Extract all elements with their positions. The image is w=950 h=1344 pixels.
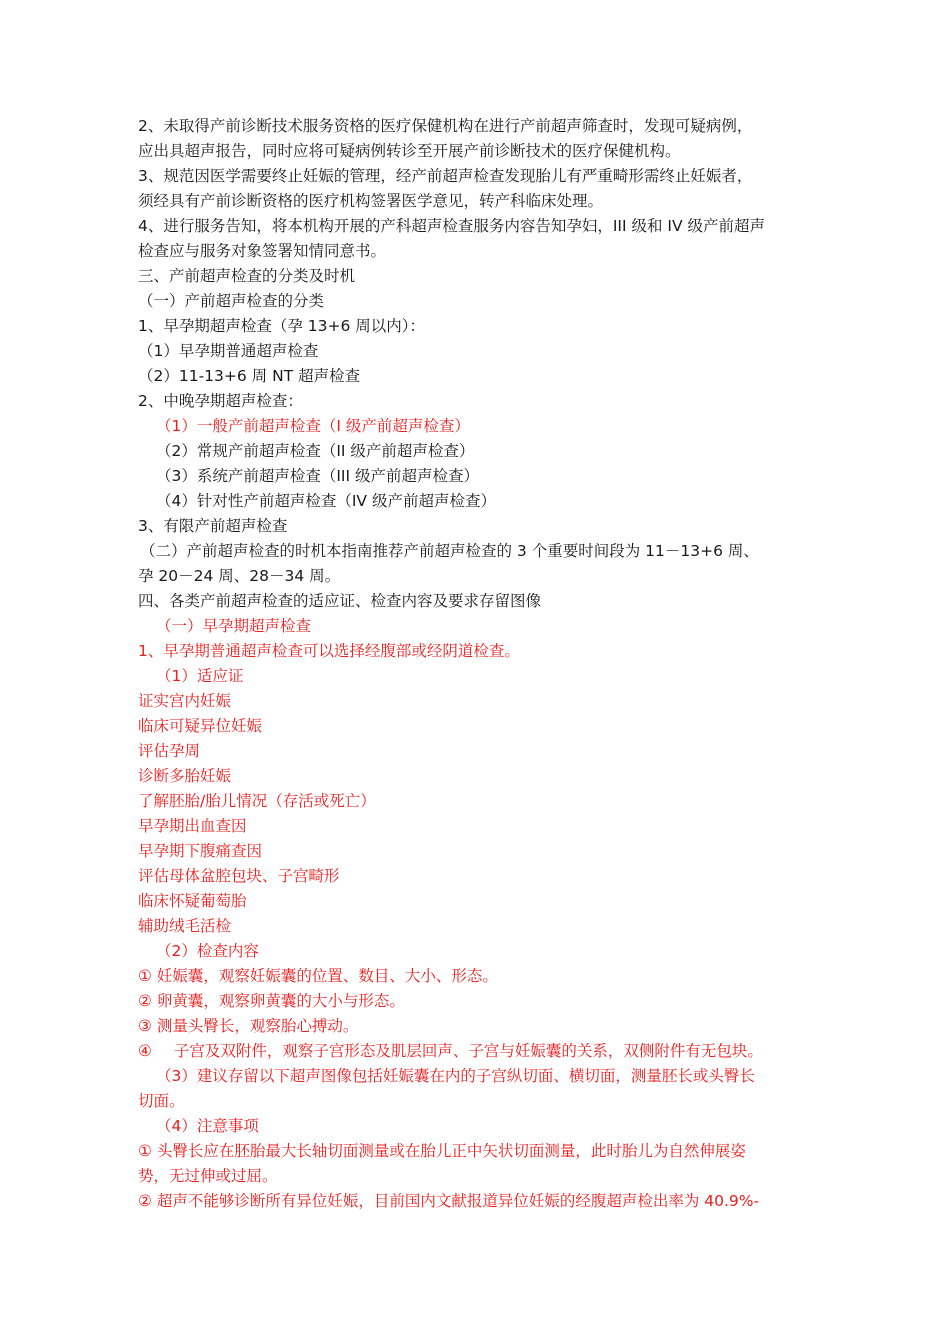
paragraph-line: （3）建议存留以下超声图像包括妊娠囊在内的子宫纵切面、横切面，测量胚长或头臀长 — [156, 1067, 755, 1085]
list-item: 2、中晚孕期超声检查： — [138, 392, 303, 410]
list-item: 3、有限产前超声检查 — [138, 517, 288, 535]
list-heading: （1）适应证 — [156, 667, 244, 685]
list-item: （2）11-13+6 周 NT 超声检查 — [138, 367, 361, 385]
list-item: ② 卵黄囊，观察卵黄囊的大小与形态。 — [138, 992, 405, 1010]
list-item: 评估孕周 — [138, 742, 201, 760]
paragraph-line: 3、规范因医学需要终止妊娠的管理，经产前超声检查发现胎儿有严重畸形需终止妊娠者， — [138, 167, 753, 185]
list-item: 临床可疑异位妊娠 — [138, 717, 263, 735]
list-item: 诊断多胎妊娠 — [138, 767, 232, 785]
paragraph-line: 4、进行服务告知，将本机构开展的产科超声检查服务内容告知孕妇，III 级和 IV 级产前超声 — [138, 217, 766, 235]
paragraph-line: 2、未取得产前诊断技术服务资格的医疗保健机构在进行产前超声筛查时，发现可疑病例， — [138, 117, 753, 135]
paragraph-line: 应出具超声报告，同时应将可疑病例转诊至开展产前诊断技术的医疗保健机构。 — [138, 142, 681, 160]
list-item: 早孕期出血查因 — [138, 817, 247, 835]
list-item: （4）针对性产前超声检查（IV 级产前超声检查） — [156, 492, 496, 510]
list-item: ① 妊娠囊，观察妊娠囊的位置、数目、大小、形态。 — [138, 967, 498, 985]
list-item — [138, 1039, 818, 1064]
list-item: 势，无过伸或过屈。 — [138, 1167, 278, 1185]
list-item: 评估母体盆腔包块、子宫畸形 — [138, 867, 340, 885]
list-marker: ④ — [138, 1042, 152, 1060]
subsection-heading: （一）早孕期超声检查 — [156, 617, 312, 635]
list-item: ① 头臀长应在胚胎最大长轴切面测量或在胎儿正中矢状切面测量，此时胎儿为自然伸展姿 — [138, 1142, 746, 1160]
paragraph-line: 须经具有产前诊断资格的医疗机构签署医学意见，转产科临床处理。 — [138, 192, 604, 210]
list-heading: （4）注意事项 — [156, 1117, 259, 1135]
list-item: 辅助绒毛活检 — [138, 917, 232, 935]
paragraph-line: （二）产前超声检查的时机本指南推荐产前超声检查的 3 个重要时间段为 11－13+6 周、 — [140, 542, 759, 560]
paragraph-line: 切面。 — [138, 1092, 185, 1110]
list-item: 了解胚胎/胎儿情况（存活或死亡） — [138, 792, 376, 810]
section-heading: 三、产前超声检查的分类及时机 — [138, 267, 356, 285]
list-item: （3）系统产前超声检查（III 级产前超声检查） — [156, 467, 480, 485]
list-item: （1）一般产前超声检查（I 级产前超声检查） — [156, 417, 470, 435]
paragraph-line: 孕 20－24 周、28－34 周。 — [138, 567, 341, 585]
list-heading: （2）检查内容 — [156, 942, 259, 960]
list-item: 证实宫内妊娠 — [138, 692, 232, 710]
document-body — [138, 114, 818, 1214]
list-item: （2）常规产前超声检查（II 级产前超声检查） — [156, 442, 475, 460]
list-item: （1）早孕期普通超声检查 — [138, 342, 319, 360]
section-heading: 四、各类产前超声检查的适应证、检查内容及要求存留图像 — [138, 592, 542, 610]
paragraph-line: 检查应与服务对象签署知情同意书。 — [138, 242, 387, 260]
list-item: 临床怀疑葡萄胎 — [138, 892, 247, 910]
list-item: 1、早孕期超声检查（孕 13+6 周以内）： — [138, 317, 426, 335]
list-item-text: 子宫及双附件，观察子宫形态及肌层回声、子宫与妊娠囊的关系，双侧附件有无包块。 — [173, 1042, 763, 1060]
paragraph-line: 1、早孕期普通超声检查可以选择经腹部或经阴道检查。 — [138, 642, 520, 660]
list-item: ③ 测量头臀长，观察胎心搏动。 — [138, 1017, 359, 1035]
subsection-heading: （一）产前超声检查的分类 — [138, 292, 325, 310]
list-item: ② 超声不能够诊断所有异位妊娠，目前国内文献报道异位妊娠的经腹超声检出率为 40.9%- — [138, 1192, 760, 1210]
list-item: 早孕期下腹痛查因 — [138, 842, 263, 860]
